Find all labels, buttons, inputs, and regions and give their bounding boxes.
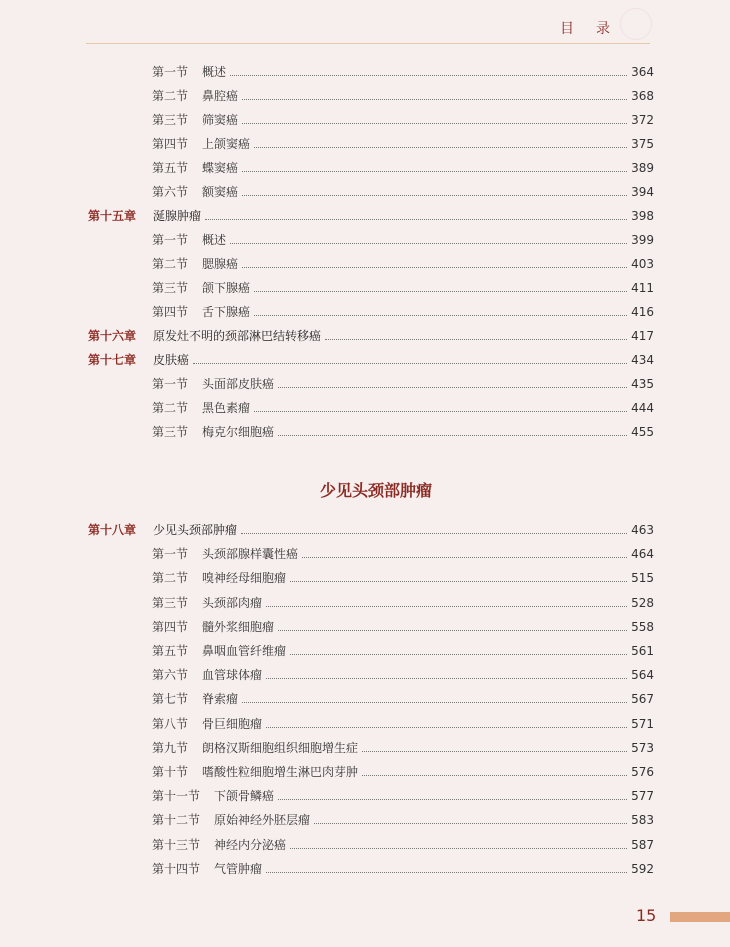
section-label: 第七节	[152, 692, 189, 707]
page-header-title: 目录	[560, 21, 632, 37]
page-number: 15	[636, 906, 657, 925]
page-ref: 416	[631, 305, 654, 319]
page-ref: 515	[631, 571, 654, 586]
dot-leader	[362, 751, 627, 752]
dot-leader	[242, 195, 627, 196]
section-label: 第二节	[152, 401, 189, 415]
toc-section-entry	[0, 542, 730, 566]
page-ref: 528	[631, 595, 654, 610]
section-label: 第二节	[152, 257, 189, 271]
section-label: 第五节	[152, 161, 189, 175]
chapter-label: 第十五章	[88, 209, 137, 223]
section-label: 第三节	[152, 281, 189, 295]
dot-leader	[325, 339, 627, 340]
dot-leader	[242, 123, 627, 124]
page-ref: 434	[631, 353, 654, 367]
section-title: 原始神经外胚层瘤	[214, 813, 311, 828]
section-title: 嗜酸性粒细胞增生淋巴肉芽肿	[202, 765, 359, 779]
chapter-label: 第十六章	[88, 329, 137, 343]
section-label: 第一节	[152, 65, 189, 79]
toc-section-entry	[0, 663, 730, 687]
section-title: 头颈部腺样囊性癌	[202, 547, 299, 562]
toc-section-entry	[0, 736, 730, 760]
dot-leader	[230, 75, 627, 76]
dot-leader	[290, 848, 627, 849]
section-title: 额窦癌	[202, 185, 239, 199]
toc-section-entry	[0, 420, 730, 444]
page-ref: 577	[631, 789, 654, 804]
page-ref: 398	[631, 209, 654, 223]
page-ref: 564	[631, 668, 654, 683]
dot-leader	[242, 267, 627, 268]
page-ref: 364	[631, 65, 654, 79]
section-title: 血管球体瘤	[202, 668, 263, 683]
page-ref: 394	[631, 185, 654, 199]
page-ref: 567	[631, 692, 654, 707]
chapter-title: 原发灶不明的颈部淋巴结转移癌	[153, 329, 322, 343]
toc-section-entry	[0, 156, 730, 180]
section-title: 髓外浆细胞瘤	[202, 619, 275, 634]
dot-leader	[242, 702, 627, 703]
section-label: 第十二节	[152, 813, 201, 828]
section-title: 鼻腔癌	[202, 89, 239, 103]
page-ref: 417	[631, 329, 654, 343]
toc-section-entry	[0, 252, 730, 276]
section-label: 第四节	[152, 619, 189, 634]
section-title: 头颈部肉瘤	[202, 595, 263, 610]
toc-section-entry	[0, 712, 730, 736]
page-ref: 592	[631, 861, 654, 876]
page-ref: 435	[631, 377, 654, 391]
toc-section-entry	[0, 784, 730, 808]
page-ref: 583	[631, 813, 654, 828]
page-ref: 375	[631, 137, 654, 151]
dot-leader	[242, 99, 627, 100]
toc-section-entry	[0, 833, 730, 857]
dot-leader	[242, 171, 627, 172]
page-ref: 368	[631, 89, 654, 103]
page-ref: 464	[631, 547, 654, 562]
chapter-title: 少见头颈部肿瘤	[153, 523, 238, 537]
section-label: 第一节	[152, 233, 189, 247]
section-title: 梅克尔细胞癌	[202, 425, 275, 439]
toc-section-entry	[0, 615, 730, 639]
section-title: 气管肿瘤	[214, 861, 263, 876]
page-ref: 576	[631, 765, 654, 779]
section-label: 第十三节	[152, 837, 201, 852]
page-ref: 573	[631, 740, 654, 755]
section-title: 蝶窦癌	[202, 161, 239, 175]
page-ref: 571	[631, 716, 654, 731]
section-title: 上颌窦癌	[202, 137, 251, 151]
dot-leader	[278, 630, 627, 631]
toc-section-entry	[0, 132, 730, 156]
dot-leader	[205, 219, 627, 220]
toc-section-entry	[0, 60, 730, 84]
page-number-bar	[670, 912, 730, 922]
page-ref: 587	[631, 837, 654, 852]
dot-leader	[193, 363, 627, 364]
dot-leader	[266, 727, 627, 728]
toc-section-entry	[0, 180, 730, 204]
toc-chapter-entry	[0, 518, 730, 542]
toc-section-entry	[0, 228, 730, 252]
toc-section-entry	[0, 372, 730, 396]
section-label: 第十一节	[152, 789, 201, 804]
page-ref: 558	[631, 619, 654, 634]
dot-leader	[278, 799, 627, 800]
dot-leader	[241, 533, 627, 534]
section-label: 第九节	[152, 740, 189, 755]
page-ref: 403	[631, 257, 654, 271]
toc-section-entry	[0, 857, 730, 881]
page-ref: 444	[631, 401, 654, 415]
dot-leader	[266, 872, 627, 873]
section-title: 骨巨细胞瘤	[202, 716, 263, 731]
section-title: 腮腺癌	[202, 257, 239, 271]
chapter-title: 涎腺肿瘤	[153, 209, 202, 223]
chapter-title: 皮肤癌	[153, 353, 190, 367]
toc-section-entry	[0, 591, 730, 615]
toc-section-entry	[0, 687, 730, 711]
section-label: 第五节	[152, 644, 189, 658]
chapter-label: 第十八章	[88, 523, 137, 537]
dot-leader	[254, 291, 627, 292]
section-title: 朗格汉斯细胞组织细胞增生症	[202, 740, 359, 755]
section-title: 鼻咽血管纤维瘤	[202, 644, 287, 658]
dot-leader	[278, 387, 627, 388]
section-title: 黑色素瘤	[202, 401, 251, 415]
part-heading: 少见头颈部肿瘤	[319, 481, 432, 500]
dot-leader	[362, 775, 627, 776]
section-label: 第四节	[152, 137, 189, 151]
section-title: 脊索瘤	[202, 692, 239, 707]
page-ref: 389	[631, 161, 654, 175]
toc-section-entry	[0, 760, 730, 784]
dot-leader	[254, 147, 627, 148]
section-label: 第十节	[152, 765, 189, 779]
toc-section-entry	[0, 276, 730, 300]
section-title: 下颌骨鳞癌	[214, 789, 275, 804]
page-ref: 463	[631, 523, 654, 537]
dot-leader	[302, 557, 627, 558]
section-label: 第四节	[152, 305, 189, 319]
section-label: 第一节	[152, 547, 189, 562]
toc-section-entry	[0, 108, 730, 132]
dot-leader	[230, 243, 627, 244]
section-title: 神经内分泌癌	[214, 837, 287, 852]
dot-leader	[314, 823, 627, 824]
dot-leader	[290, 654, 627, 655]
section-label: 第一节	[152, 377, 189, 391]
section-title: 头面部皮肤癌	[202, 377, 275, 391]
section-label: 第二节	[152, 571, 189, 586]
dot-leader	[266, 678, 627, 679]
header-divider	[86, 43, 650, 44]
section-label: 第十四节	[152, 861, 201, 876]
page-ref: 399	[631, 233, 654, 247]
section-title: 舌下腺癌	[202, 305, 251, 319]
section-label: 第八节	[152, 716, 189, 731]
page-ref: 411	[631, 281, 654, 295]
toc-section-entry	[0, 300, 730, 324]
dot-leader	[254, 411, 627, 412]
section-title: 嗅神经母细胞瘤	[202, 571, 287, 586]
toc-section-entry	[0, 84, 730, 108]
section-label: 第三节	[152, 595, 189, 610]
dot-leader	[278, 435, 627, 436]
toc-section-entry	[0, 808, 730, 832]
section-title: 筛窦癌	[202, 113, 239, 127]
toc-chapter-entry	[0, 204, 730, 228]
section-label: 第三节	[152, 425, 189, 439]
toc-section-entry	[0, 566, 730, 590]
chapter-label: 第十七章	[88, 353, 137, 367]
toc-chapter-entry	[0, 348, 730, 372]
page-ref: 455	[631, 425, 654, 439]
section-title: 概述	[202, 233, 227, 247]
toc-section-entry	[0, 639, 730, 663]
section-label: 第三节	[152, 113, 189, 127]
page-ref: 372	[631, 113, 654, 127]
section-title: 颌下腺癌	[202, 281, 251, 295]
dot-leader	[290, 581, 627, 582]
toc-chapter-entry	[0, 324, 730, 348]
dot-leader	[266, 606, 627, 607]
dot-leader	[254, 315, 627, 316]
section-label: 第六节	[152, 668, 189, 683]
section-label: 第六节	[152, 185, 189, 199]
section-title: 概述	[202, 65, 227, 79]
section-label: 第二节	[152, 89, 189, 103]
toc-section-entry	[0, 396, 730, 420]
page-ref: 561	[631, 644, 654, 658]
